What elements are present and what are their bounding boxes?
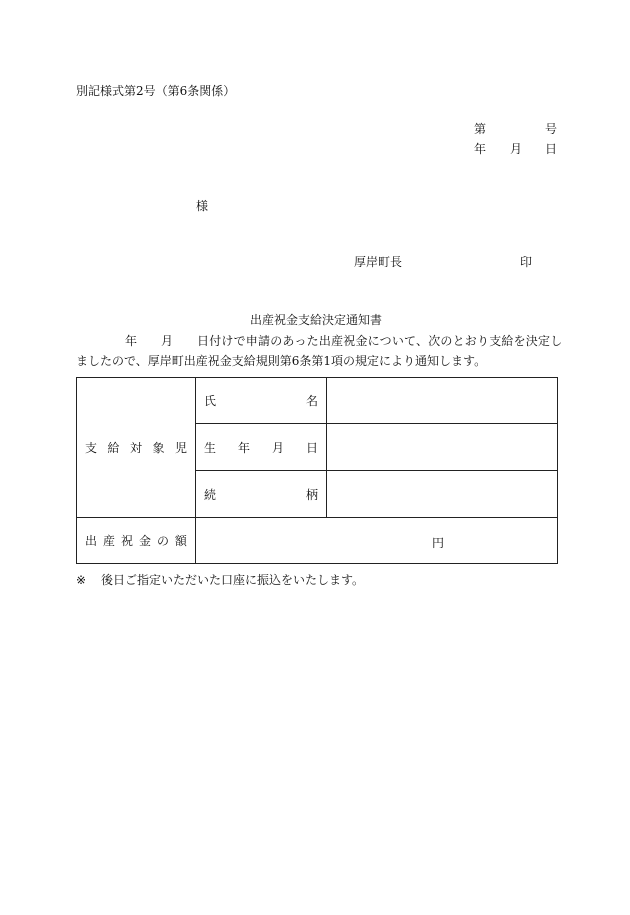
body-line1-text: 日付けで申請のあった出産祝金について、次のとおり支給を決定し xyxy=(197,334,563,348)
amount-unit: 円 xyxy=(432,535,445,550)
recipient-child-label: 支 給 対 象 児 xyxy=(85,441,187,455)
relationship-label-cell xyxy=(196,471,327,518)
table-row xyxy=(77,378,558,424)
document-title: 出産祝金支給決定通知書 xyxy=(250,313,383,327)
note-mark: ※ xyxy=(76,573,87,587)
note-text: 後日ご指定いただいた口座に振込をいたします。 xyxy=(101,573,365,587)
date-month: 月 xyxy=(510,142,523,156)
date-year: 年 xyxy=(474,142,487,156)
relationship-label: 続 柄 xyxy=(204,487,318,502)
amount-label: 出 産 祝 金 の 額 xyxy=(85,534,187,548)
body-line2: ましたので、厚岸町出産祝金支給規則第6条第1項の規定により通知します。 xyxy=(76,354,487,368)
birthdate-label: 生 年 月 日 xyxy=(204,440,318,455)
document-number-prefix: 第 xyxy=(474,122,487,136)
form-reference: 別記様式第2号（第6条関係） xyxy=(76,84,236,98)
amount-value-cell[interactable] xyxy=(196,518,558,564)
table-row xyxy=(77,518,558,564)
birthdate-value-cell[interactable] xyxy=(327,424,558,471)
date-day: 日 xyxy=(545,142,558,156)
birthdate-label-cell xyxy=(196,424,327,471)
recipient-child-label-cell xyxy=(77,378,196,518)
body-line1-month: 月 xyxy=(161,334,174,348)
amount-label-cell xyxy=(77,518,196,564)
relationship-value-cell[interactable] xyxy=(327,471,558,518)
body-line1-year: 年 xyxy=(125,334,138,348)
name-label: 氏 名 xyxy=(204,394,318,408)
seal-mark: 印 xyxy=(520,255,533,269)
sender-name: 厚岸町長 xyxy=(354,255,403,269)
name-value-cell[interactable] xyxy=(327,378,558,424)
notice-table xyxy=(76,377,558,564)
name-label-cell xyxy=(196,378,327,424)
document-number-suffix: 号 xyxy=(545,122,558,136)
addressee-suffix: 様 xyxy=(196,199,209,213)
